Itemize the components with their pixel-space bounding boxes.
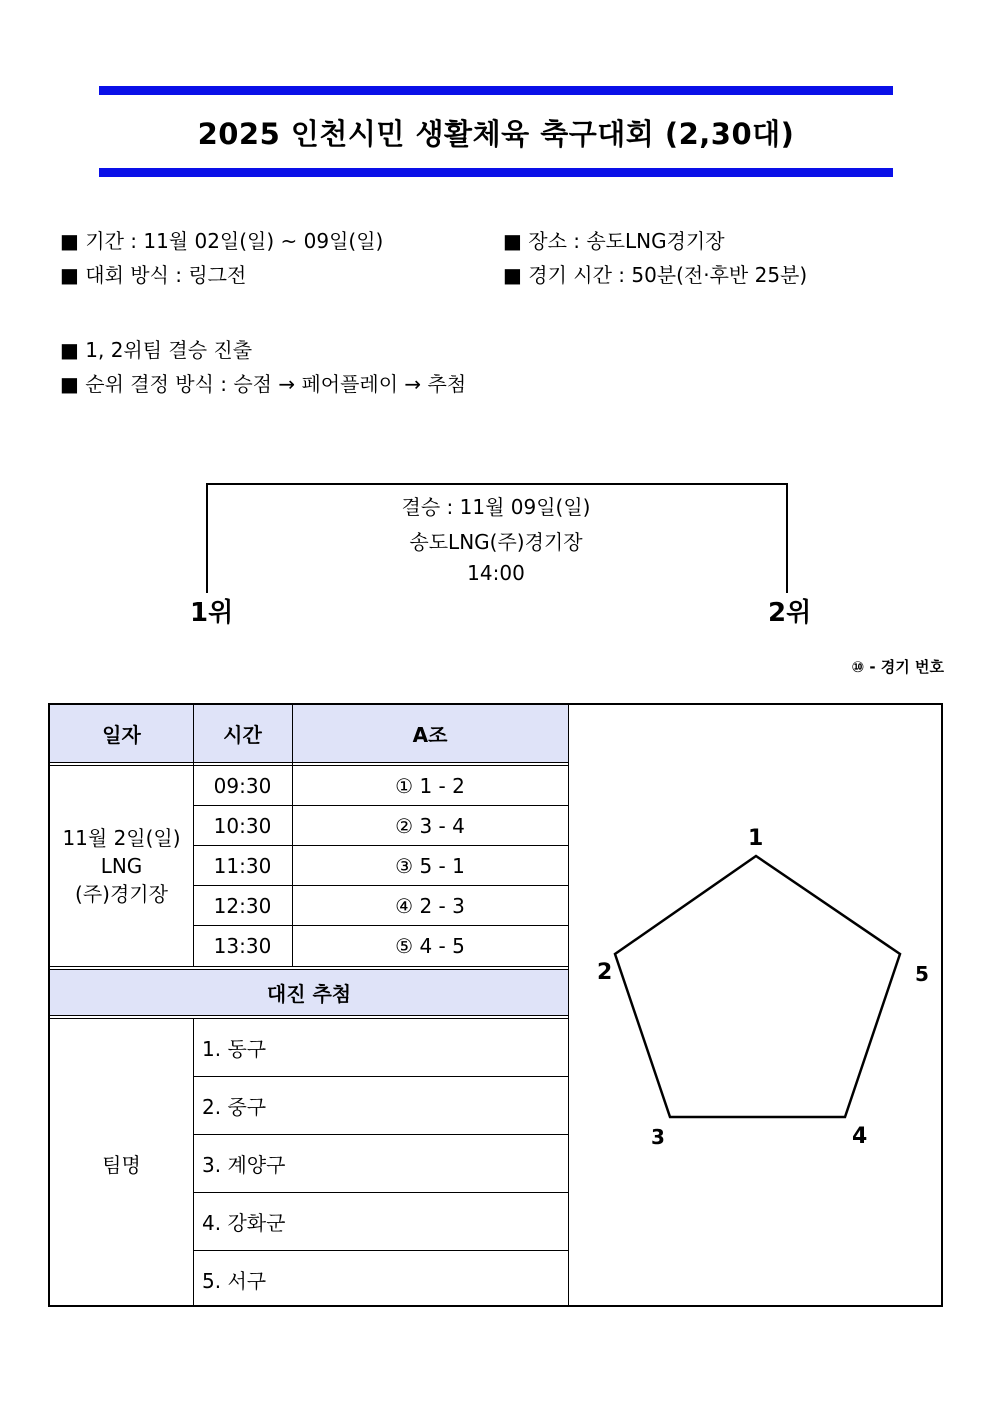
info-advance: ■ 1, 2위팀 결승 진출 bbox=[60, 338, 253, 362]
team-name: 4. 강화군 bbox=[202, 1211, 286, 1235]
match-pairing: ⑤ 4 - 5 bbox=[395, 934, 465, 958]
match-venue-short: LNG bbox=[100, 854, 143, 878]
match-venue: (주)경기장 bbox=[75, 882, 168, 906]
info-period: ■ 기간 : 11월 02일(일) ~ 09일(일) bbox=[60, 229, 384, 253]
info-match-time: ■ 경기 시간 : 50분(전·후반 25분) bbox=[503, 263, 808, 287]
team-label: 팀명 bbox=[102, 1152, 141, 1177]
header-group-a: A조 bbox=[292, 705, 568, 762]
header-time: 시간 bbox=[193, 705, 292, 762]
match-pairing: ② 3 - 4 bbox=[395, 814, 465, 838]
match-time: 12:30 bbox=[213, 894, 272, 918]
match-time: 11:30 bbox=[213, 854, 272, 878]
pentagon-label-5: 5 bbox=[915, 962, 929, 986]
final-rank-2: 2위 bbox=[768, 598, 812, 628]
pentagon-label-1: 1 bbox=[748, 826, 764, 851]
info-venue: ■ 장소 : 송도LNG경기장 bbox=[503, 229, 725, 253]
match-time: 09:30 bbox=[213, 774, 272, 798]
match-pairing: ① 1 - 2 bbox=[395, 774, 465, 798]
header-date: 일자 bbox=[50, 705, 193, 762]
final-venue: 송도LNG(주)경기장 bbox=[409, 530, 583, 554]
page-title: 2025 인천시민 생활체육 축구대회 (2,30대) bbox=[197, 117, 795, 151]
match-number-legend: ⑩ - 경기 번호 bbox=[851, 658, 944, 676]
pentagon-label-2: 2 bbox=[597, 960, 613, 985]
info-ranking: ■ 순위 결정 방식 : 승점 → 페어플레이 → 추첨 bbox=[60, 372, 467, 396]
match-pairing: ④ 2 - 3 bbox=[395, 894, 465, 918]
match-date: 11월 2일(일) bbox=[62, 826, 181, 850]
info-format: ■ 대회 방식 : 링그전 bbox=[60, 263, 247, 287]
team-name: 3. 계양구 bbox=[202, 1153, 286, 1177]
pentagon-label-4: 4 bbox=[852, 1124, 868, 1149]
pentagon-label-3: 3 bbox=[651, 1125, 665, 1149]
pentagon-shape bbox=[615, 856, 900, 1117]
team-name: 2. 중구 bbox=[202, 1095, 267, 1119]
team-name: 5. 서구 bbox=[202, 1268, 267, 1293]
final-time: 14:00 bbox=[467, 561, 525, 585]
final-date: 결승 : 11월 09일(일) bbox=[401, 495, 591, 519]
match-time: 10:30 bbox=[213, 814, 272, 838]
match-pairing: ③ 5 - 1 bbox=[395, 854, 465, 878]
final-rank-1: 1위 bbox=[190, 598, 234, 628]
match-time: 13:30 bbox=[213, 934, 272, 958]
team-name: 1. 동구 bbox=[202, 1037, 267, 1061]
draw-header: 대진 추첨 bbox=[50, 970, 568, 1015]
